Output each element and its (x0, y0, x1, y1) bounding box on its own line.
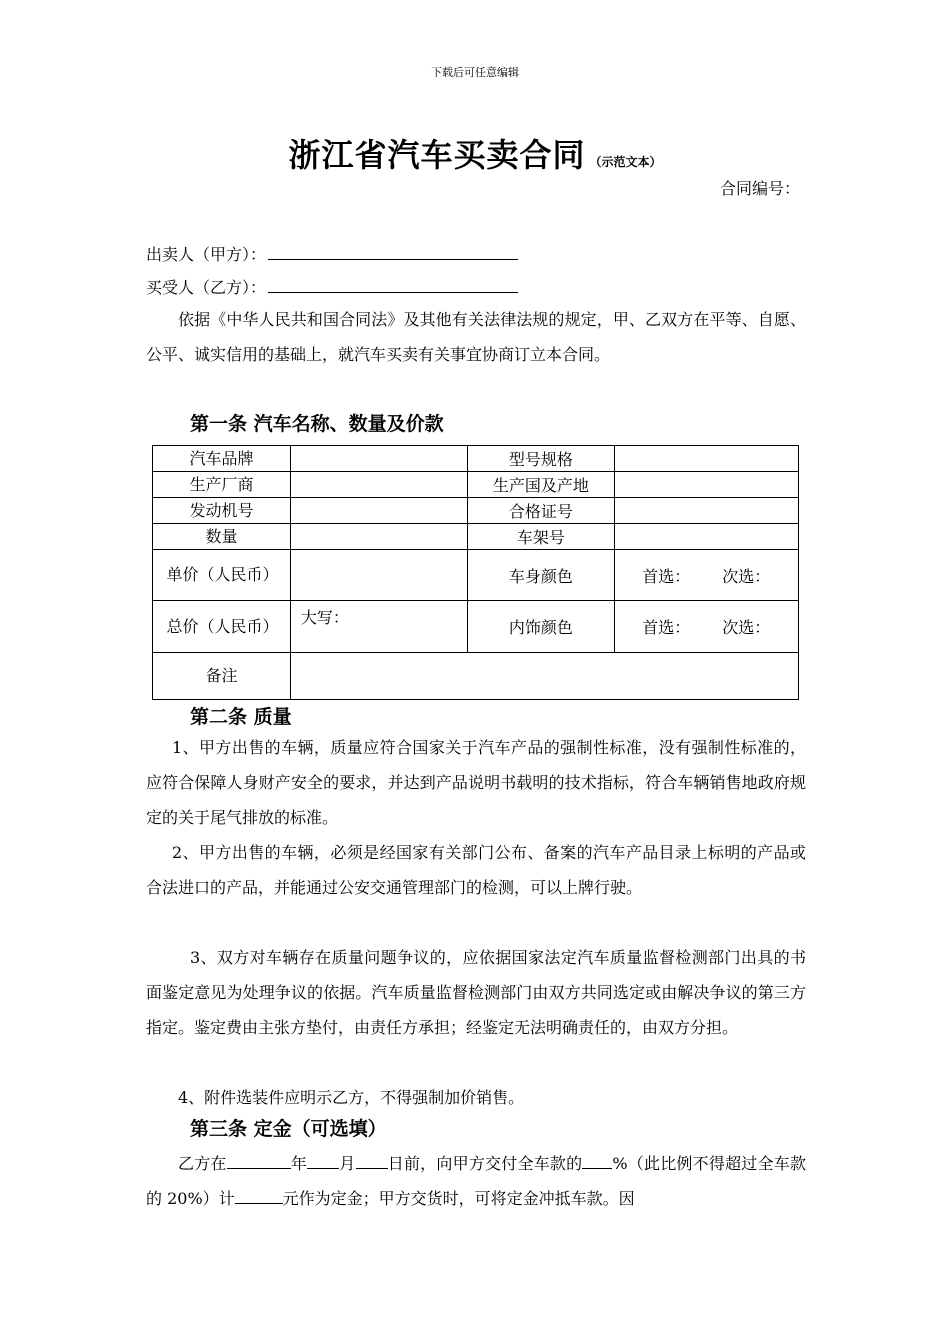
brand-label: 汽车品牌 (153, 446, 291, 472)
quantity-label: 数量 (153, 524, 291, 550)
body-color-value (615, 550, 799, 601)
deposit-text-6: 元作为定金；甲方交货时，可将定金冲抵车款。因 (282, 1189, 635, 1208)
quality-clause-4: 4、附件选装件应明示乙方，不得强制加价销售。 (178, 1088, 525, 1107)
table-row (153, 601, 799, 653)
remarks-value (290, 653, 798, 700)
manufacturer-value (290, 472, 467, 498)
interior-color-label: 内饰颜色 (467, 601, 615, 653)
brand-value (290, 446, 467, 472)
interior-first-choice: 首选： (642, 618, 691, 637)
article2-heading: 第二条 质量 (190, 706, 292, 728)
frame-no-label: 车架号 (467, 524, 615, 550)
total-price-label (153, 601, 291, 653)
origin-value (615, 472, 799, 498)
quantity-value (290, 524, 467, 550)
origin-label: 生产国及产地 (467, 472, 615, 498)
engine-no-label: 发动机号 (153, 498, 291, 524)
manufacturer-label: 生产厂商 (153, 472, 291, 498)
unit-price-value (290, 550, 467, 601)
cert-no-label: 合格证号 (467, 498, 615, 524)
deposit-percent-blank (582, 1154, 612, 1169)
table-row (153, 653, 799, 700)
quality-clause-2: 2、甲方出售的车辆，必须是经国家有关部门公布、备案的汽车产品目录上标明的产品或合法进口的产品，并能通过公安交通管理部门的检测，可以上牌行驶。 (146, 843, 806, 897)
interior-second-choice: 次选： (722, 618, 771, 637)
seller-blank (268, 245, 518, 260)
body-first-choice: 首选： (642, 566, 691, 586)
deposit-month-blank (307, 1154, 339, 1169)
deposit-day-blank (356, 1154, 388, 1169)
quality-clause-3: 3、双方对车辆存在质量问题争议的，应依据国家法定汽车质量监督检测部门出具的书面鉴定意见为处理争议的依据。汽车质量监督检测部门由双方共同选定或由解决争议的第三方指定。鉴定费由主张方垫付，由责任方承担；经鉴定无法明确责任的，由双方分担。 (146, 948, 806, 1037)
cert-no-value (615, 498, 799, 524)
deposit-year-blank (227, 1154, 291, 1169)
body-color-label: 车身颜色 (467, 550, 615, 601)
buyer-label: 买受人（乙方）： (146, 278, 267, 297)
total-price-capital: 大写： (290, 601, 467, 653)
quality-clause-1: 1、甲方出售的车辆，质量应符合国家关于汽车产品的强制性标准，没有强制性标准的，应符合保障人身财产安全的要求，并达到产品说明书载明的技术指标，符合车辆销售地政府规定的关于尾气排放的标准。 (146, 738, 806, 827)
deposit-text-1: 乙方在 (178, 1154, 227, 1173)
deposit-text-3: 月 (339, 1154, 356, 1173)
table-row (153, 498, 799, 524)
document-title (0, 130, 950, 176)
engine-no-value (290, 498, 467, 524)
article3-heading: 第三条 定金（可选填） (190, 1118, 387, 1140)
deposit-amount-blank (235, 1189, 283, 1204)
body-second-choice: 次选： (722, 566, 771, 586)
deposit-paragraph (146, 1146, 806, 1216)
table-row (153, 446, 799, 472)
title-text: 浙江省汽车买卖合同 (288, 136, 586, 174)
intro-paragraph: 依据《中华人民共和国合同法》及其他有关法律法规的规定，甲、乙双方在平等、自愿、公平、诚实信用的基础上，就汽车买卖有关事宜协商订立本合同。 (146, 310, 806, 364)
model-label: 型号规格 (467, 446, 615, 472)
interior-color-value (615, 601, 799, 653)
deposit-text-2: 年 (290, 1154, 308, 1173)
seller-line (146, 242, 518, 265)
buyer-line (146, 275, 518, 298)
seller-label: 出卖人（甲方）： (146, 245, 267, 264)
title-note: （示范文本） (589, 155, 662, 169)
unit-price-label-text: 单价（人民币） (166, 565, 279, 584)
buyer-blank (268, 278, 518, 293)
model-value (615, 446, 799, 472)
deposit-text-5: %（此比例不得超过全车款的 20%）计 (146, 1154, 806, 1208)
deposit-text-4: 日前，向甲方交付全车款的 (387, 1154, 583, 1173)
contract-number-label: 合同编号： (719, 179, 800, 198)
header-note: 下载后可任意编辑 (431, 66, 519, 79)
frame-no-value (615, 524, 799, 550)
vehicle-info-table (152, 445, 799, 700)
total-price-label-text: 总价（人民币） (166, 616, 279, 636)
article1-heading: 第一条 汽车名称、数量及价款 (190, 413, 444, 435)
unit-price-label (153, 550, 291, 601)
table-row (153, 472, 799, 498)
remarks-label: 备注 (153, 653, 291, 700)
table-row (153, 524, 799, 550)
table-row (153, 550, 799, 601)
